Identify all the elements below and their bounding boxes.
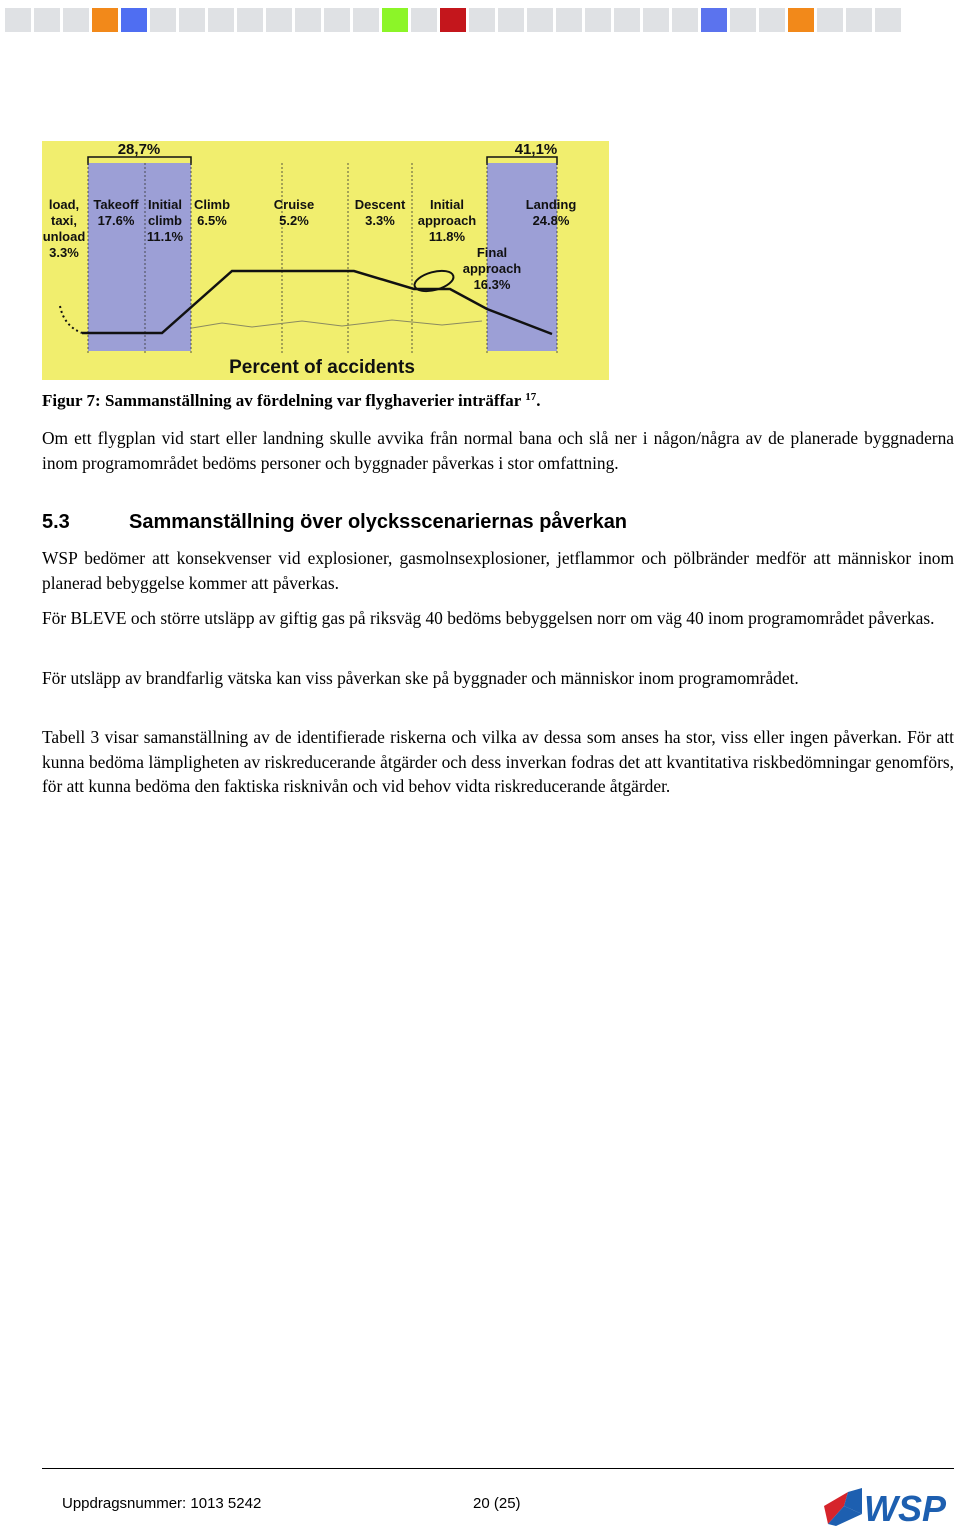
phase-label-2-line-0: Initial (148, 197, 182, 212)
paragraph-bleve: För BLEVE och större utsläpp av giftig gas på riksväg 40 bedöms bebyggelsen norr om väg 40 inom programområdet påverkas. (42, 608, 935, 628)
strip-block-11 (324, 8, 350, 32)
strip-block-13 (382, 8, 408, 32)
page-navigation-strip (5, 8, 901, 32)
figure-graphic (42, 141, 609, 380)
phase-label-8-line-1: 24.8% (532, 213, 570, 228)
strip-block-19 (556, 8, 582, 32)
phase-label-1-line-1: 17.6% (97, 213, 135, 228)
strip-block-5 (150, 8, 176, 32)
phase-label-5-line-0: Descent (354, 197, 406, 212)
strip-block-15 (440, 8, 466, 32)
caption-end: . (536, 391, 541, 410)
strip-block-0 (5, 8, 31, 32)
phase-label-1-line-0: Takeoff (93, 197, 139, 212)
caption-footnote-ref[interactable]: 17 (525, 391, 537, 403)
phase-label-0-line-1: taxi, (50, 213, 78, 228)
phase-label-4-line-1: 5.2% (279, 213, 309, 228)
strip-block-29 (846, 8, 872, 32)
top-left-percentage: 28,7% (117, 141, 161, 158)
caption-text: Figur 7: Sammanställning av fördelning var flyghaverier inträffar (42, 391, 521, 410)
section-heading (42, 509, 942, 535)
phase-label-2-line-1: climb (148, 213, 182, 228)
highlight-band-left (88, 163, 191, 351)
paragraph-flammable-liquid: För utsläpp av brandfarlig vätska kan viss påverkan ske på byggnader och människor inom programområdet. (42, 668, 799, 688)
section-number: 5.3 (42, 511, 70, 533)
phase-label-4-line-0: Cruise (273, 197, 315, 212)
top-right-percentage: 41,1% (514, 141, 558, 158)
phase-label-7-line-1: approach (462, 261, 522, 276)
strip-block-16 (469, 8, 495, 32)
strip-block-2 (63, 8, 89, 32)
figure-caption (42, 390, 952, 412)
strip-block-14 (411, 8, 437, 32)
paragraph-consequences: WSP bedömer att konsekvenser vid explosioner, gasmolnsexplosioner, jetflammor och pölbränder medför att människor inom planerad bebyggelse kommer att påverkas. (42, 548, 954, 593)
strip-block-7 (208, 8, 234, 32)
strip-block-9 (266, 8, 292, 32)
strip-block-30 (875, 8, 901, 32)
phase-label-8-line-0: Landing (525, 197, 577, 212)
strip-block-1 (34, 8, 60, 32)
strip-block-4 (121, 8, 147, 32)
strip-block-25 (730, 8, 756, 32)
phase-label-3-line-0: Climb (193, 197, 231, 212)
phase-label-2-line-2: 11.1% (146, 229, 184, 244)
section-title: Sammanställning över olycksscenariernas påverkan (129, 511, 628, 533)
strip-block-8 (237, 8, 263, 32)
strip-block-21 (614, 8, 640, 32)
phase-label-6-line-0: Initial (430, 197, 464, 212)
phase-label-3-line-1: 6.5% (197, 213, 227, 228)
paragraph-table-summary: Tabell 3 visar samanställning av de identifierade riskerna och vilka av dessa som anses ha stor, viss eller ingen påverkan. För att kunna bedöma lämpligheten av riskreducerande åtgärder och dess inverkan fodras det att kvantitativa riskbedömningar genomförs, för att kunna bedöma den faktiska risknivån och vid behov vidta riskreducerande åtgärder. (42, 727, 954, 796)
phase-label-6-line-1: approach (417, 213, 477, 228)
wsp-logo (822, 1484, 956, 1528)
strip-block-20 (585, 8, 611, 32)
phase-label-0-line-0: load, (48, 197, 80, 212)
phase-label-7-line-2: 16.3% (473, 277, 511, 292)
strip-block-28 (817, 8, 843, 32)
footer-page-number: 20 (25) (473, 1495, 521, 1512)
phase-label-0-line-3: 3.3% (49, 245, 79, 260)
strip-block-24 (701, 8, 727, 32)
footer-divider (42, 1468, 954, 1469)
strip-block-10 (295, 8, 321, 32)
strip-block-12 (353, 8, 379, 32)
flight-phase-accident-figure (42, 141, 609, 380)
strip-block-27 (788, 8, 814, 32)
strip-block-23 (672, 8, 698, 32)
paragraph-flight-impact: Om ett flygplan vid start eller landning skulle avvika från normal bana och slå ner i någon/några av de planerade byggnaderna inom programområdet bedöms personer och byggnader påverkas i stor omfattning. (42, 428, 954, 473)
footer-project-number: Uppdragsnummer: 1013 5242 (62, 1495, 262, 1512)
phase-label-7-line-0: Final (476, 245, 508, 260)
svg-text:WSP: WSP (864, 1488, 947, 1528)
strip-block-18 (527, 8, 553, 32)
strip-block-17 (498, 8, 524, 32)
phase-label-6-line-2: 11.8% (428, 229, 466, 244)
phase-label-5-line-1: 3.3% (365, 213, 395, 228)
strip-block-6 (179, 8, 205, 32)
phase-label-0-line-2: unload (42, 229, 86, 244)
strip-block-22 (643, 8, 669, 32)
figure-footer-label: Percent of accidents (229, 357, 415, 378)
strip-block-26 (759, 8, 785, 32)
strip-block-3 (92, 8, 118, 32)
